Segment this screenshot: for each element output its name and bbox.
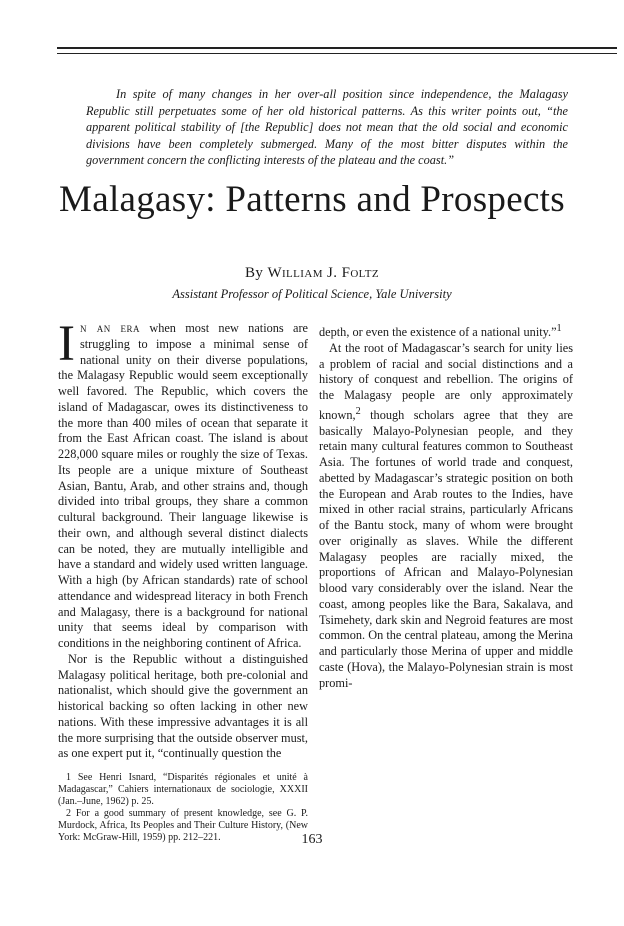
paragraph-1-text: when most new nations are struggling to impose a minimal sense of national unity on their diverse populations, the Malagasy Republic would seem exceptionally well favored. The Republic, which covers the island of Madagascar, owes its distinctiveness to the more than 400 miles of ocean that separate it from the East African coast. The island is about 228,000 square miles or roughly the size of Texas. Its people are a unique mixture of Southeast Asian, Bantu, Arab, and other strains and, though divided into tribal groups, they share a common cultural background. Their language likewise is their own, and although several distinct dialects can be noted, they are mutually intelligible and have a standard and widely used written language. With a high (by African standards) rate of school attendance and widespread literacy in both French and Malagasy, there is a background for national unity that seems ideal by comparison with conditions in the neighboring continent of Africa. bbox=[58, 321, 308, 650]
footnote-1: 1 See Henri Isnard, “Disparités régionales et unité à Madagascar,” Cahiers internationaux de sociologie, XXXII (Jan.–June, 1962) p. 25. bbox=[58, 772, 308, 807]
paragraph-2-text: Nor is the Republic without a distinguished Malagasy political heritage, both pre-colonial and nationalist, which should give the government an historical backing so often lacking in other new nations. With these impressive advantages it is all the more surprising that the outside observer must, as one expert put it, “continually question the bbox=[58, 651, 308, 761]
editorial-abstract bbox=[86, 86, 568, 169]
body-paragraph-2 bbox=[58, 652, 308, 762]
body-paragraph-3 bbox=[319, 341, 573, 692]
top-rule-thin bbox=[57, 53, 617, 54]
top-rule-thick bbox=[57, 47, 617, 49]
body-paragraph-2 bbox=[319, 321, 573, 341]
author-name: William J. Foltz bbox=[267, 265, 380, 281]
byline bbox=[0, 265, 624, 282]
author-affiliation: Assistant Professor of Political Science, Yale University bbox=[172, 287, 452, 301]
page-number: 163 bbox=[301, 832, 323, 847]
abstract-text: In spite of many changes in her over-all position since independence, the Malagasy Republic still perpetuates some of her old historical patterns. As this writer points out, “the apparent political stability of [the Republic] does not mean that the old social and economic divisions have been completely submerged. Many of the most bitter disputes within the government concern the conflicting interests of the plateau and the coast.” bbox=[86, 87, 568, 168]
footnote-ref-1: 1 bbox=[556, 323, 562, 334]
right-column bbox=[319, 321, 573, 691]
paragraph-3-text-a: At the root of Madagascar’s search for unity lies a problem of racial and social distinctions and a history of conquest and rebellion. The origins of the Malagasy people are only approximately known, bbox=[319, 340, 573, 422]
opening-small-caps: n an era bbox=[79, 321, 141, 335]
paragraph-3-text-b: though scholars agree that they are basically Malayo-Polynesian people, and they retain many cultural features common to Southeast Asia. The fortunes of world trade and conquest, abetted by Madagascar’s strategic position on both the European and Arab routes to the Indies, have mixed in other racial strains, particularly Africans of the Bantu stock, many of whom were brought over originally as slaves. While the different Malagasy peoples are racially mixed, the proportions of African and Malayo-Polynesian blood vary considerably over the island. Near the coast, among peoples like the Bara, Sakalava, and Tsimehety, dark skin and Negroid features are most common. On the central plateau, among the Merina and particularly those Merina of upper and middle caste (Hova), the Malayo-Polynesian strain is most promi- bbox=[319, 407, 573, 690]
paragraph-2-text: depth, or even the existence of a national unity.” bbox=[319, 325, 557, 340]
drop-cap: I bbox=[58, 316, 75, 372]
byline-prefix: By bbox=[244, 265, 264, 281]
footnote-ref-2: 2 bbox=[355, 405, 361, 417]
article-title: Malagasy: Patterns and Prospects bbox=[59, 179, 565, 220]
body-paragraph-1 bbox=[58, 316, 308, 652]
footnote-2: 2 For a good summary of present knowledge, see G. P. Murdock, Africa, Its Peoples and Their Culture History, (New York: McGraw-Hill, 1959) pp. 212–221. bbox=[58, 808, 308, 843]
left-column bbox=[58, 316, 308, 762]
